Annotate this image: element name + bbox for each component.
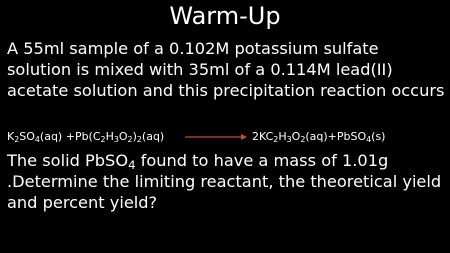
problem-statement: A 55ml sample of a 0.102M potassium sulfate solution is mixed with 35ml of a 0.114M lead(II) acetate solution and this precipitation reaction occurs — [7, 39, 445, 100]
question-text: The solid PbSO$_4$ found to have a mass of 1.01g .Determine the limiting reactant, the theoretical yield and percent yield? — [7, 151, 442, 212]
equation-products: $2KC_2H_3O_2(aq)+PbSO_4(s)$ — [252, 130, 386, 144]
chemical-equation — [7, 128, 445, 146]
slide-title: Warm-Up — [169, 2, 281, 30]
equation-reactants: $K_2SO_4(aq) +Pb(C_2H_3O_2)_2(aq)$ — [7, 130, 165, 144]
reaction-arrow-icon — [185, 132, 247, 142]
